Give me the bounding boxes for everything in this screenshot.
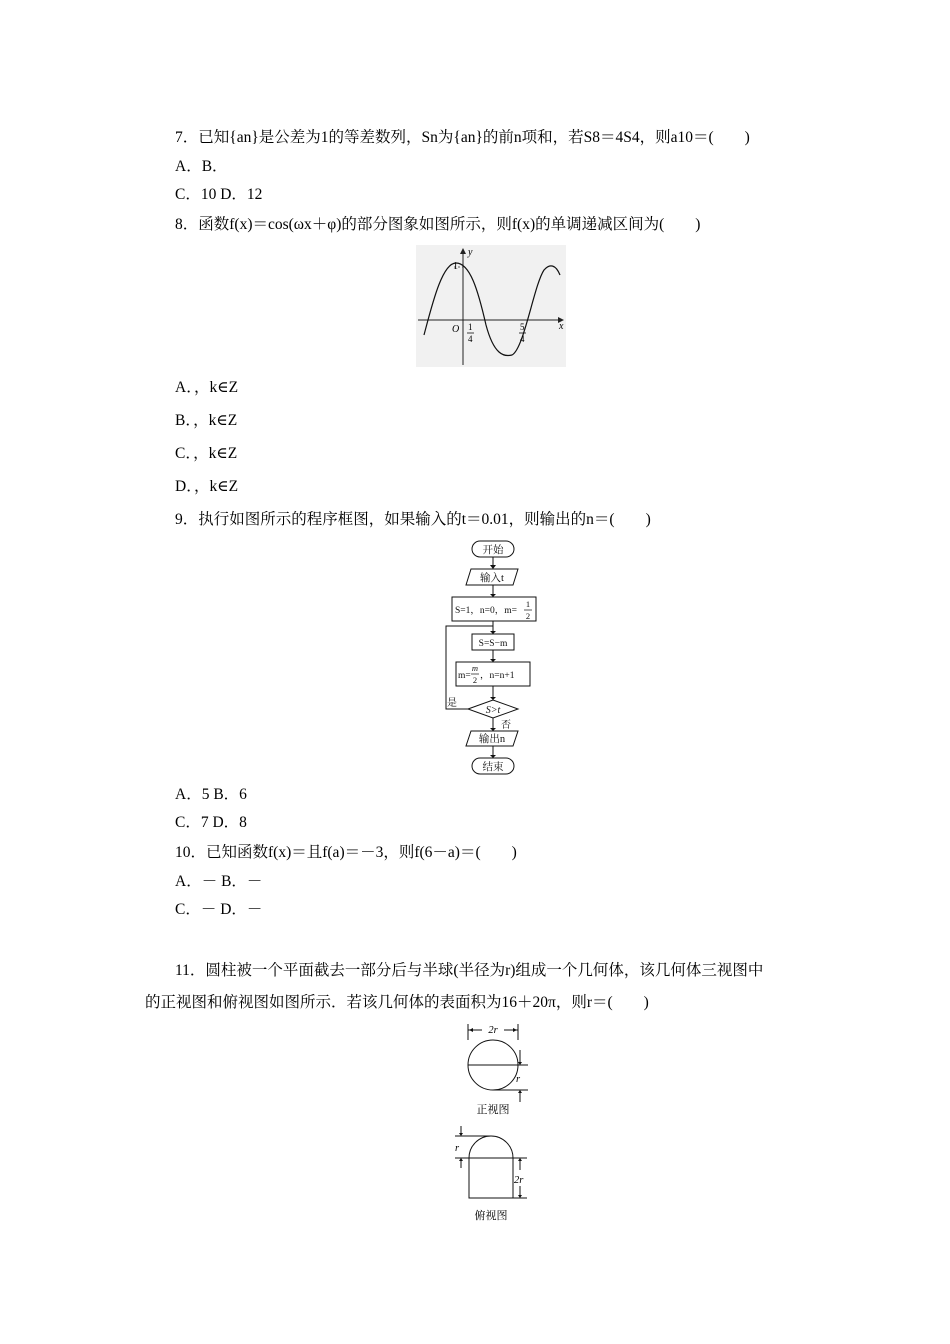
q10-options-cd: C．－ D．－ (175, 901, 263, 918)
top-r-label: r (455, 1143, 460, 1154)
q7-options-ab: A．B． (175, 158, 228, 175)
q8-option-c: C．，k∈Z (175, 445, 238, 462)
flow-yes-label: 是 (447, 698, 457, 709)
q7-stem: 7．已知{an}是公差为1的等差数列，Sn为{an}的前n项和，若S8＝4S4，则a10＝( ) (175, 129, 750, 146)
one-label: 1 (453, 261, 458, 272)
flow-step2-num: m (471, 663, 479, 673)
q8-stem: 8．函数f(x)＝cos(ωx＋φ)的部分图象如图所示，则f(x)的单调递减区间为( ) (175, 216, 701, 233)
tick1-den: 4 (468, 334, 473, 344)
x-label: x (559, 321, 564, 332)
q11-stem-line1: 11．圆柱被一个平面截去一部分后与半球(半径为r)组成一个几何体，该几何体三视图中 (175, 962, 764, 979)
flow-init-num: 1 (525, 599, 531, 609)
flow-step1-label: S=S−m (478, 639, 508, 649)
origin-label: O (452, 324, 460, 335)
top-rectangle (469, 1158, 513, 1198)
q9-options-cd: C．7 D．8 (175, 814, 247, 831)
flow-no-label: 否 (501, 720, 511, 731)
q8-cosine-graph (416, 245, 566, 367)
front-r-label: r (516, 1074, 521, 1085)
q11-front-view (460, 1020, 540, 1120)
flow-end-label: 结束 (482, 762, 504, 773)
q10-stem: 10．已知函数f(x)＝且f(a)＝－3，则f(6－a)＝( ) (175, 844, 517, 861)
flow-input-label: 输入t (480, 573, 504, 584)
q8-option-b: B．，k∈Z (175, 412, 238, 429)
q7-options-cd: C．10 D．12 (175, 186, 263, 203)
q9-flowchart (440, 538, 545, 778)
tick1-num: 1 (468, 322, 473, 332)
q11-top-view (445, 1122, 545, 1226)
q9-options-ab: A．5 B．6 (175, 786, 247, 803)
top-semicircle (469, 1136, 513, 1158)
flow-cond-label: S>t (485, 705, 501, 716)
q8-option-d: D．，k∈Z (175, 478, 239, 495)
q8-option-a: A．，k∈Z (175, 379, 239, 396)
q11-stem-line2: 的正视图和俯视图如图所示．若该几何体的表面积为16＋20π，则r＝( ) (145, 994, 649, 1011)
flow-init-label: S=1，n=0，m= (455, 606, 517, 616)
top-caption: 俯视图 (474, 1210, 508, 1222)
front-width-label: 2r (488, 1025, 498, 1036)
front-caption: 正视图 (476, 1104, 510, 1116)
q10-options-ab: A．－ B．－ (175, 873, 263, 890)
flow-step2-den: 2 (472, 675, 478, 685)
q9-stem: 9．执行如图所示的程序框图，如果输入的t＝0.01，则输出的n＝( ) (175, 511, 651, 528)
tick2-num: 5 (520, 322, 525, 332)
flow-init-den: 2 (525, 611, 531, 621)
y-label: y (468, 247, 473, 258)
top-height-label: 2r (514, 1175, 524, 1186)
flow-start-label: 开始 (482, 545, 504, 556)
flow-output-label: 输出n (478, 734, 506, 745)
flow-step2-left: m= (458, 671, 471, 681)
flow-step2-right: ，n=n+1 (480, 671, 515, 681)
tick2-den: 4 (520, 334, 525, 344)
